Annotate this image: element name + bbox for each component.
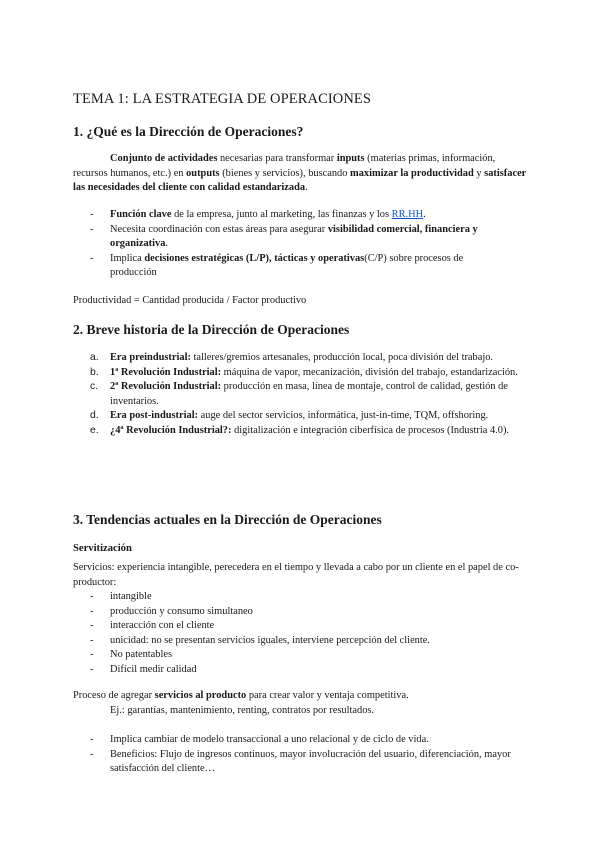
trait-text: interacción con el cliente bbox=[110, 620, 215, 631]
era-text: producción en masa, línea de montaje, control de calidad, gestión de inventarios. bbox=[110, 381, 508, 407]
bullet-text: de la empresa, junto al marketing, las finanzas y los bbox=[171, 209, 392, 220]
list-item bbox=[90, 748, 515, 777]
list-item bbox=[90, 619, 510, 634]
productivity-formula: Productividad = Cantidad producida / Factor productivo bbox=[73, 295, 307, 306]
implication-text: Implica cambiar de modelo transaccional a uno relacional y de ciclo de vida. bbox=[110, 734, 429, 745]
list-item bbox=[90, 252, 510, 281]
era-text: talleres/gremios artesanales, producción local, poca división del trabajo. bbox=[190, 352, 494, 363]
bullet-marker: - bbox=[90, 252, 94, 264]
section-3-heading: 3. Tendencias actuales en la Dirección de Operaciones bbox=[73, 512, 382, 527]
process-bold: servicios al producto bbox=[154, 690, 247, 701]
bullet-bold: visibilidad comercial, financiera y organizativa bbox=[110, 223, 478, 249]
bullet-marker: - bbox=[90, 663, 94, 675]
list-item bbox=[90, 351, 525, 366]
intro-bold-1: Conjunto de actividades bbox=[110, 153, 218, 164]
list-item bbox=[90, 208, 510, 223]
trait-text: unicidad: no se presentan servicios iguales, interviene percepción del cliente. bbox=[110, 634, 430, 646]
intro-bold-2: inputs bbox=[336, 153, 365, 164]
bullet-marker: - bbox=[90, 605, 94, 617]
era-text: auge del sector servicios, informática, just-in-time, TQM, offshoring. bbox=[198, 410, 489, 421]
era-label: 1ª Revolución Industrial: bbox=[110, 366, 222, 378]
bullet-marker: - bbox=[90, 591, 94, 602]
section-2-list bbox=[90, 351, 525, 438]
intro-bold-3: outputs bbox=[186, 167, 220, 179]
era-label: Era preindustrial: bbox=[110, 352, 191, 363]
bullet-text: Necesita coordinación con estas áreas para asegurar bbox=[110, 223, 328, 235]
intro-text-3: (bienes y servicios), buscando bbox=[219, 167, 351, 179]
bullet-marker: - bbox=[90, 634, 94, 646]
rrhh-link[interactable]: RR.HH bbox=[391, 209, 424, 220]
process-paragraph bbox=[73, 689, 409, 704]
section-1-intro bbox=[73, 152, 528, 196]
list-item bbox=[90, 590, 510, 605]
bullet-text: . bbox=[423, 209, 426, 220]
bullet-text: Implica bbox=[110, 252, 145, 264]
list-item bbox=[90, 663, 510, 678]
list-item bbox=[90, 380, 525, 409]
bullet-marker: - bbox=[90, 748, 94, 760]
intro-text-2: (materias primas, información, recursos humanos, etc.) en bbox=[73, 153, 496, 179]
list-item bbox=[90, 366, 525, 381]
bullet-marker: - bbox=[90, 649, 94, 660]
bullet-text: (C/P) sobre procesos de producción bbox=[110, 252, 464, 278]
bullet-bold: decisiones estratégicas (L/P), tácticas y operativas bbox=[144, 252, 365, 264]
list-marker: c. bbox=[90, 381, 99, 392]
implication-text: Beneficios: Flujo de ingresos continuos, mayor involucración del usuario, diferenciación, mayor satisfacción del cliente… bbox=[110, 748, 511, 774]
list-item bbox=[90, 648, 510, 663]
implications-list bbox=[90, 733, 515, 777]
service-traits-list bbox=[90, 590, 510, 677]
intro-bold-4: maximizar la productividad bbox=[350, 167, 474, 179]
services-definition: Servicios: experiencia intangible, perecedera en el tiempo y llevada a cabo por un cliente en el papel de co-productor: bbox=[73, 562, 519, 588]
list-marker: d. bbox=[90, 410, 99, 421]
bullet-marker: - bbox=[90, 734, 94, 745]
servitization-subheading: Servitización bbox=[73, 543, 132, 554]
example-line: Ej.: garantías, mantenimiento, renting, contratos por resultados. bbox=[110, 705, 375, 716]
bullet-text: . bbox=[165, 238, 169, 249]
era-label: Era post-industrial: bbox=[110, 410, 199, 421]
bullet-marker: - bbox=[90, 223, 94, 235]
trait-text: producción y consumo simultaneo bbox=[110, 605, 253, 617]
list-item bbox=[90, 733, 515, 748]
bullet-marker: - bbox=[90, 620, 94, 631]
list-marker: a. bbox=[90, 352, 99, 363]
trait-text: Difícil medir calidad bbox=[110, 663, 197, 675]
era-text: digitalización e integración ciberfísica de procesos (Industria 4.0). bbox=[231, 424, 510, 436]
section-2-heading: 2. Breve historia de la Dirección de Operaciones bbox=[73, 322, 350, 337]
intro-text-5: . bbox=[305, 182, 308, 193]
era-label: ¿4ª Revolución Industrial?: bbox=[110, 424, 232, 436]
intro-bold-5: satisfacer las necesidades del cliente con calidad estandarizada bbox=[73, 167, 527, 193]
process-text: Proceso de agregar bbox=[73, 690, 155, 701]
list-item bbox=[90, 424, 525, 439]
section-1-heading: 1. ¿Qué es la Dirección de Operaciones? bbox=[73, 124, 304, 139]
era-text: máquina de vapor, mecanización, división del trabajo, estandarización. bbox=[221, 366, 518, 378]
list-marker: e. bbox=[90, 424, 99, 436]
bullet-bold: Función clave bbox=[110, 209, 172, 220]
list-marker: b. bbox=[90, 366, 99, 378]
era-label: 2ª Revolución Industrial: bbox=[110, 381, 222, 392]
list-item bbox=[90, 409, 525, 424]
trait-text: No patentables bbox=[110, 649, 173, 660]
trait-text: intangible bbox=[110, 591, 152, 602]
page-title: TEMA 1: LA ESTRATEGIA DE OPERACIONES bbox=[73, 91, 372, 107]
section-1-bullets bbox=[90, 208, 510, 281]
intro-text-4: y bbox=[473, 167, 485, 179]
process-text: para crear valor y ventaja competitiva. bbox=[246, 690, 409, 701]
list-item bbox=[90, 634, 510, 649]
intro-text-1: necesarias para transformar bbox=[217, 153, 337, 164]
list-item bbox=[90, 223, 510, 252]
list-item bbox=[90, 605, 510, 620]
bullet-marker: - bbox=[90, 209, 94, 220]
